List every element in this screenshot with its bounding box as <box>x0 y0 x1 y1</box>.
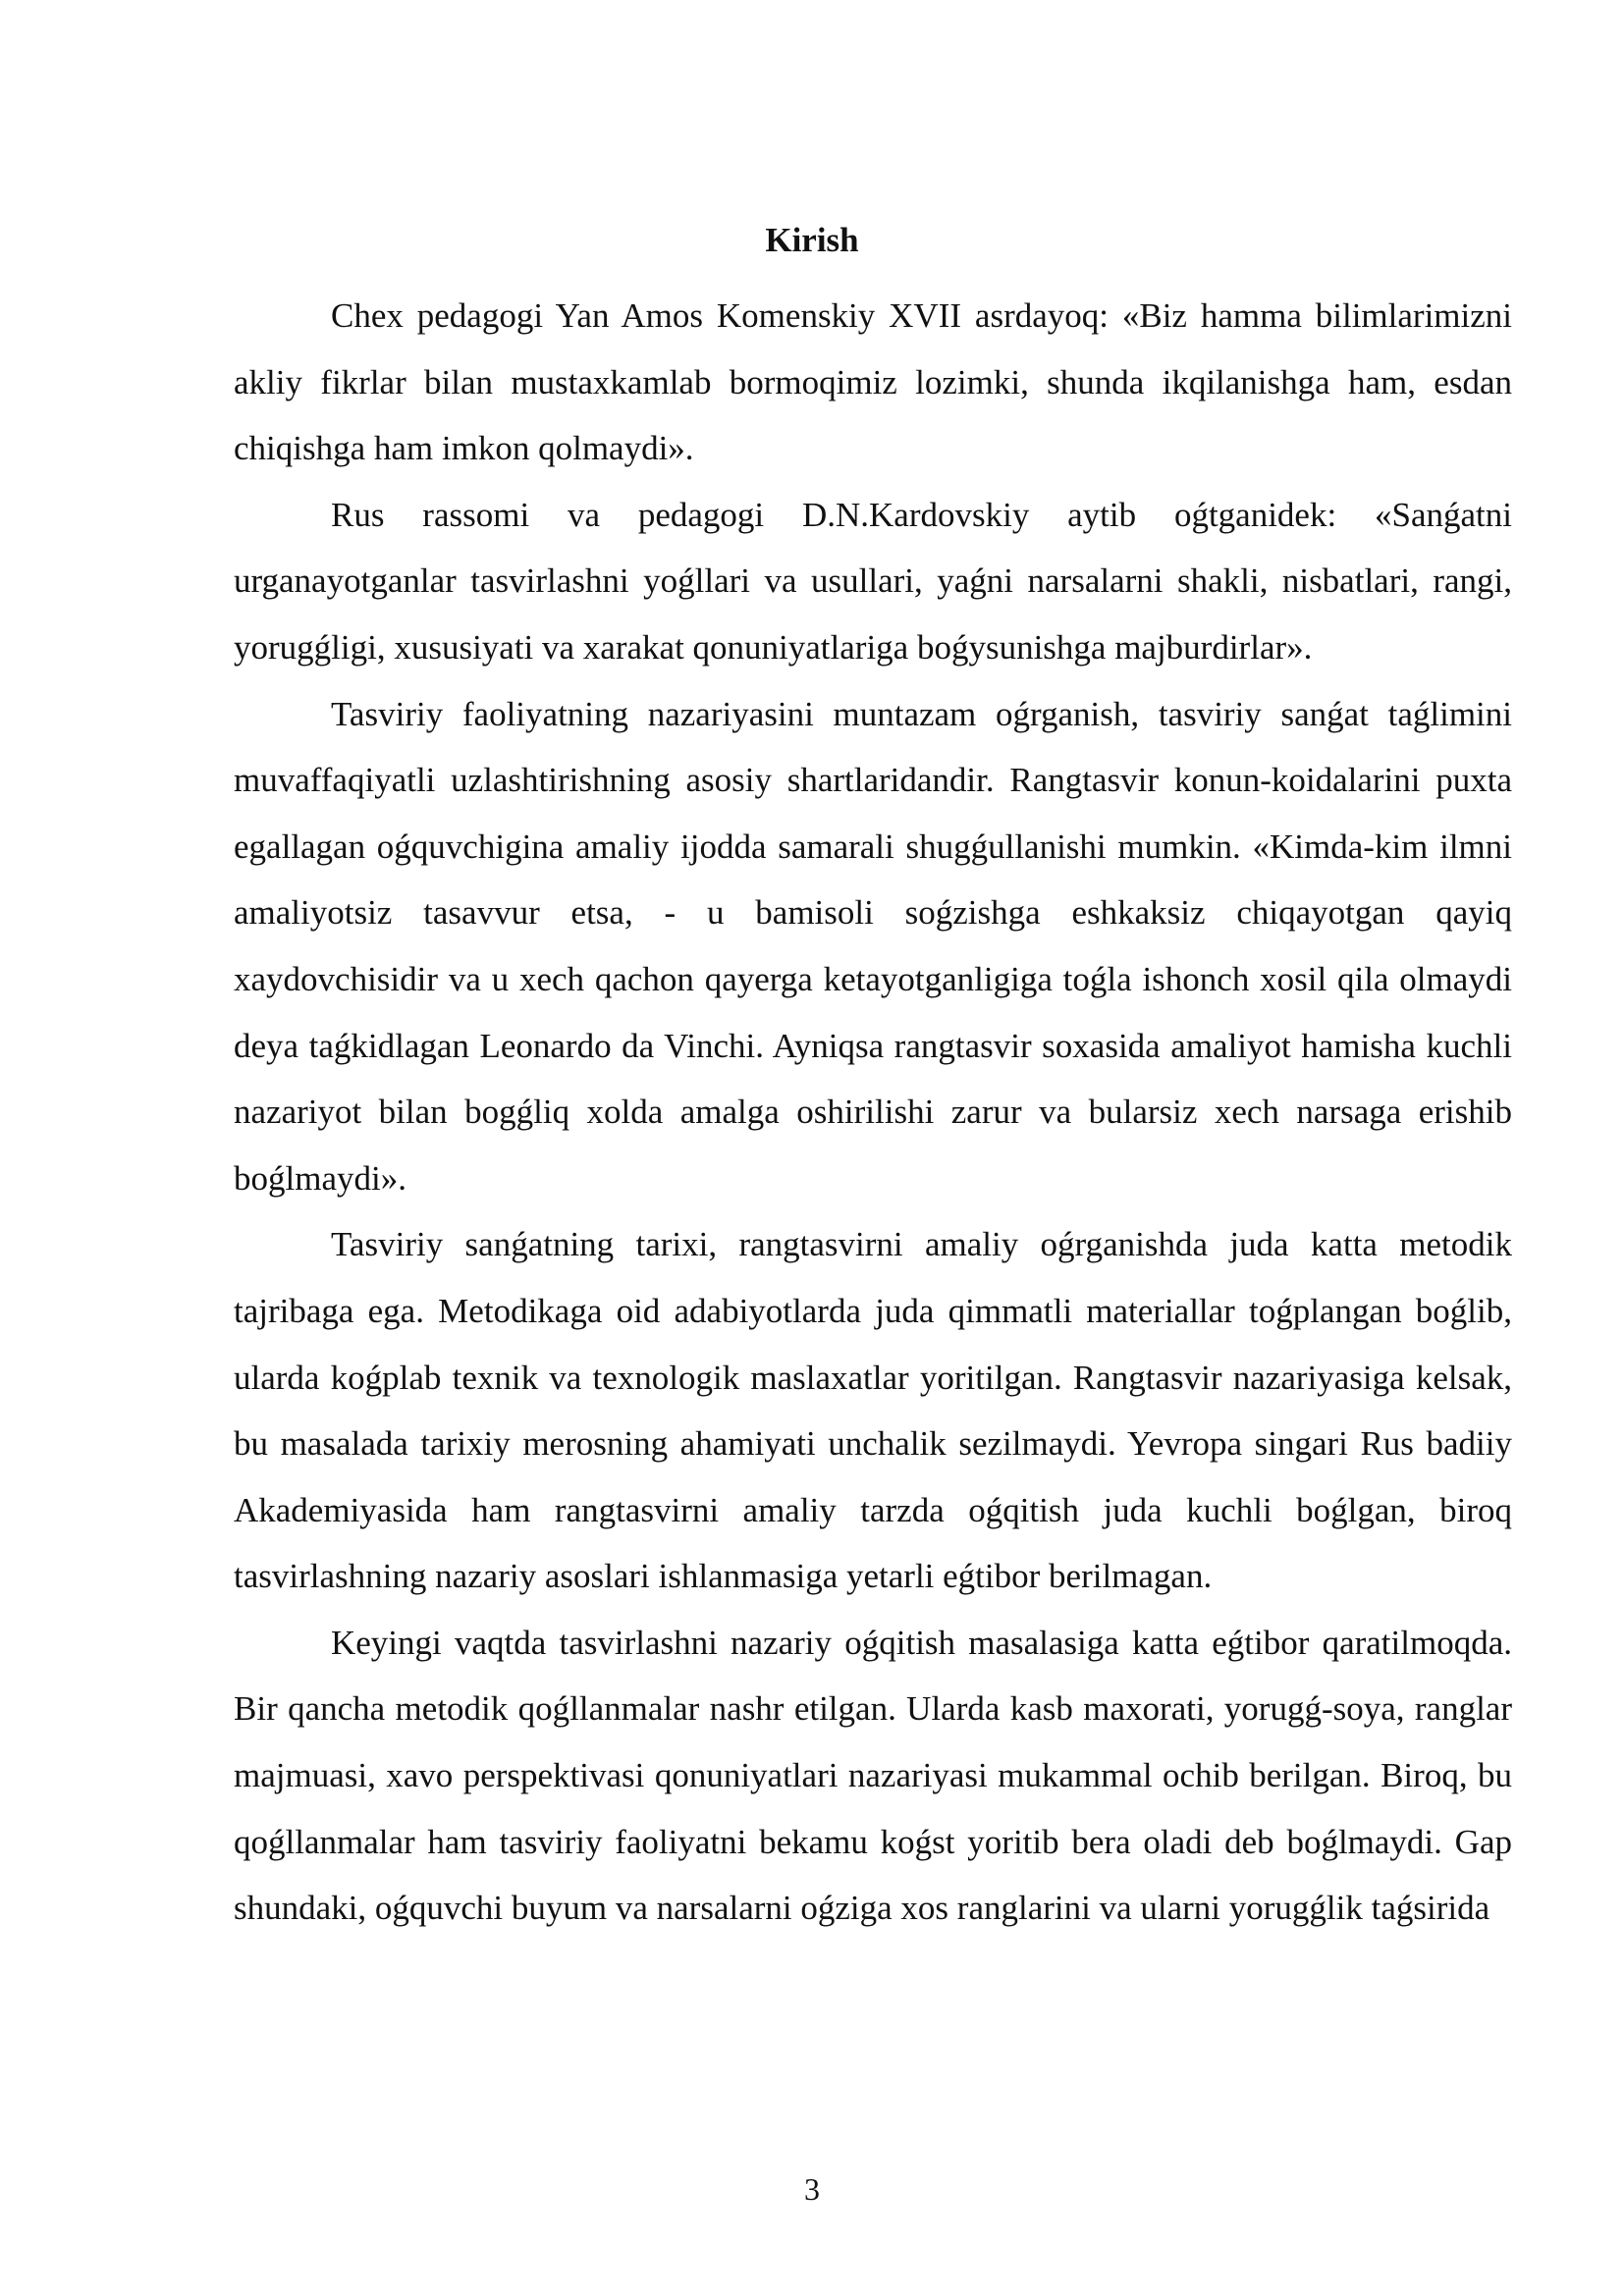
page-number: 3 <box>804 2171 820 2207</box>
paragraph-5: Keyingi vaqtda tasvirlashni nazariy oǵqitish masalasiga katta eǵtibor qaratilmoqda. Bir qancha metodik qoǵllanmalar nashr etilgan. Ularda kasb maxorati, yorugǵ-soya, ranglar majmuasi, xavo perspektivasi qonuniyatlari nazariyasi mukammal ochib berilgan. Biroq, bu qoǵllanmalar ham tasviriy faoliyatni bekamu koǵst yoritib bera oladi deb boǵlmaydi. Gap shundaki, oǵquvchi buyum va narsalarni oǵziga xos ranglarini va ularni yorugǵlik taǵsirida <box>234 1623 1512 1928</box>
paragraph-1: Chex pedagogi Yan Amos Komenskiy XVII asrdayoq: «Biz hamma bilimlarimizni akliy fikrlar bilan mustaxkamlab bormoqimiz lozimki, shunda ikqilanishga ham, esdan chiqishga ham imkon qolmaydi». <box>234 296 1512 468</box>
paragraph-2: Rus rassomi va pedagogi D.N.Kardovskiy aytib oǵtganidek: «Sanǵatni urganayotganlar tasvirlashni yoǵllari va usullari, yaǵni narsalarni shakli, nisbatlari, rangi, yorugǵligi, xususiyati va xarakat qonuniyatlariga boǵysunishga majburdirlar». <box>234 495 1512 667</box>
paragraph-4: Tasviriy sanǵatning tarixi, rangtasvirni amaliy oǵrganishda juda katta metodik tajribaga ega. Metodikaga oid adabiyotlarda juda qimmatli materiallar toǵplangan boǵlib, ularda koǵplab texnik va texnologik maslaxatlar yoritilgan. Rangtasvir nazariyasiga kelsak, bu masalada tarixiy merosning ahamiyati unchalik sezilmaydi. Yevropa singari Rus badiiy Akademiyasida ham rangtasvirni amaliy tarzda oǵqitish juda kuchli boǵlgan, biroq tasvirlashning nazariy asoslari ishlanmasiga yetarli eǵtibor berilmagan. <box>234 1225 1512 1596</box>
body-text <box>234 283 1512 1942</box>
page-title: Kirish <box>765 221 859 259</box>
paragraph-3: Tasviriy faoliyatning nazariyasini muntazam oǵrganish, tasviriy sanǵat taǵlimini muvaffaqiyatli uzlashtirishning asosiy shartlaridandir. Rangtasvir konun-koidalarini puxta egallagan oǵquvchigina amaliy ijodda samarali shugǵullanishi mumkin. «Kimda-kim ilmni amaliyotsiz tasavvur etsa, - u bamisoli soǵzishga eshkaksiz chiqayotgan qayiq xaydovchisidir va u xech qachon qayerga ketayotganligiga toǵla ishonch xosil qila olmaydi deya taǵkidlagan Leonardo da Vinchi. Ayniqsa rangtasvir soxasida amaliyot hamisha kuchli nazariyot bilan bogǵliq xolda amalga oshirilishi zarur va bularsiz xech narsaga erishib boǵlmaydi». <box>234 694 1512 1198</box>
